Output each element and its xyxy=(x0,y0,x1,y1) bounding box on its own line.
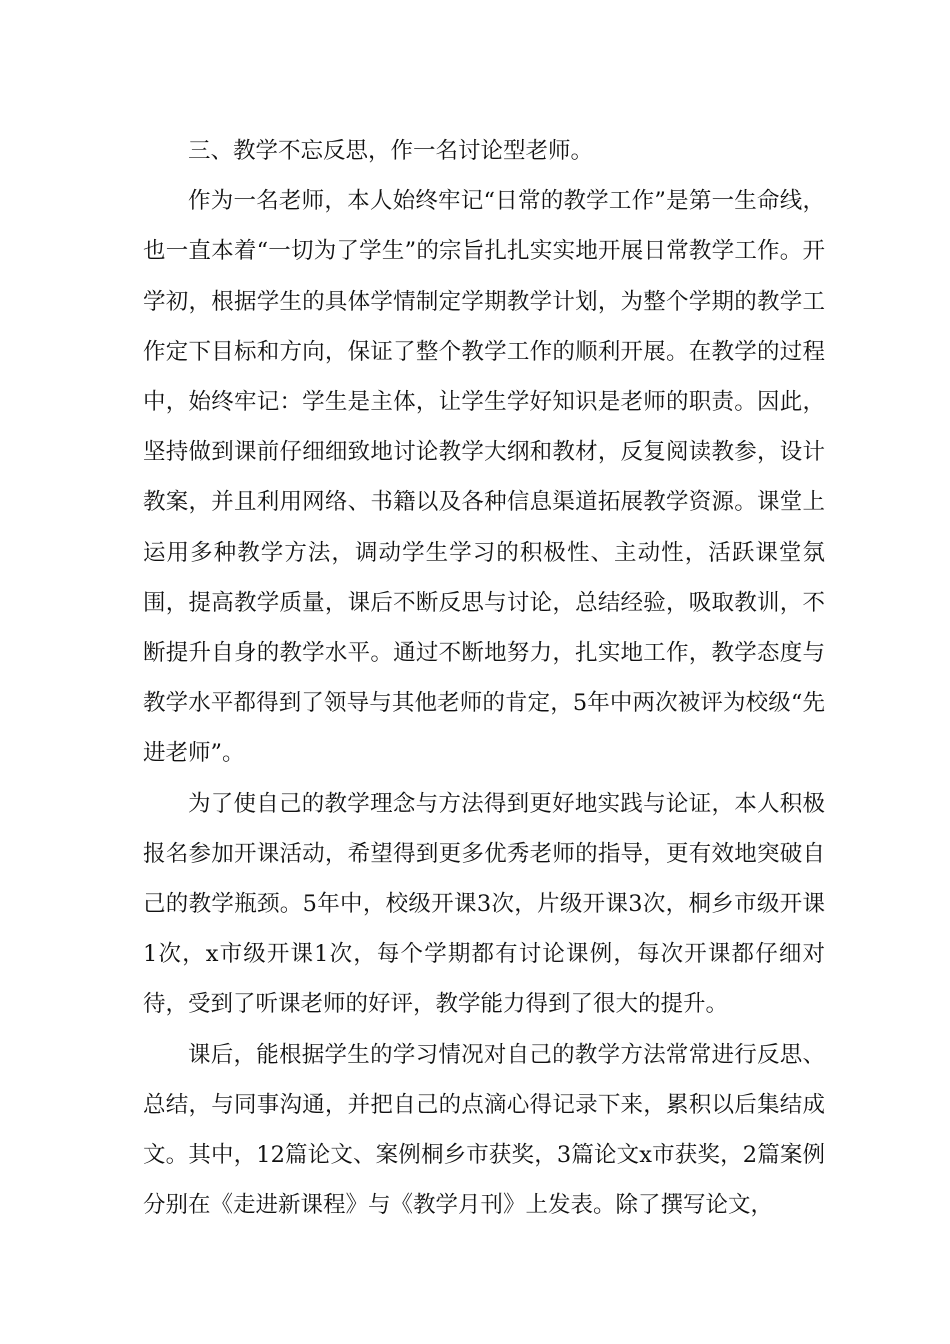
paragraph-open-lessons: 为了使自己的教学理念与方法得到更好地实践与论证，本人积极报名参加开课活动，希望得到更多优秀老师的指导，更有效地突破自己的教学瓶颈。5年中，校级开课3次，片级开课3次，桐乡市级开课1次，x市级开课1次，每个学期都有讨论课例，每次开课都仔细对待，受到了听课老师的好评，教学能力得到了很大的提升。 xyxy=(143,790,825,1018)
paragraph-reflection-papers: 课后，能根据学生的学习情况对自己的教学方法常常进行反思、总结，与同事沟通，并把自己的点滴心得记录下来，累积以后集结成文。其中，12篇论文、案例桐乡市获奖，3篇论文x市获奖，2篇案例分别在《走进新课程》与《教学月刊》上发表。除了撰写论文， xyxy=(143,1041,825,1219)
paragraph-daily-teaching: 作为一名老师，本人始终牢记“日常的教学工作”是第一生命线，也一直本着“一切为了学生”的宗旨扎扎实实地开展日常教学工作。开学初，根据学生的具体学情制定学期教学计划，为整个学期的教学工作定下目标和方向，保证了整个教学工作的顺利开展。在教学的过程中，始终牢记：学生是主体，让学生学好知识是老师的职责。因此，坚持做到课前仔细细致地讨论教学大纲和教材，反复阅读教参，设计教案，并且利用网络、书籍以及各种信息渠道拓展教学资源。课堂上运用多种教学方法，调动学生学习的积极性、主动性，活跃课堂氛围，提高教学质量，课后不断反思与讨论，总结经验，吸取教训，不断提升自身的教学水平。通过不断地努力，扎实地工作，教学态度与教学水平都得到了领导与其他老师的肯定，5年中两次被评为校级“先进老师”。 xyxy=(143,188,825,767)
document-body xyxy=(143,126,825,1230)
section-heading: 三、教学不忘反思，作一名讨论型老师。 xyxy=(188,138,594,164)
